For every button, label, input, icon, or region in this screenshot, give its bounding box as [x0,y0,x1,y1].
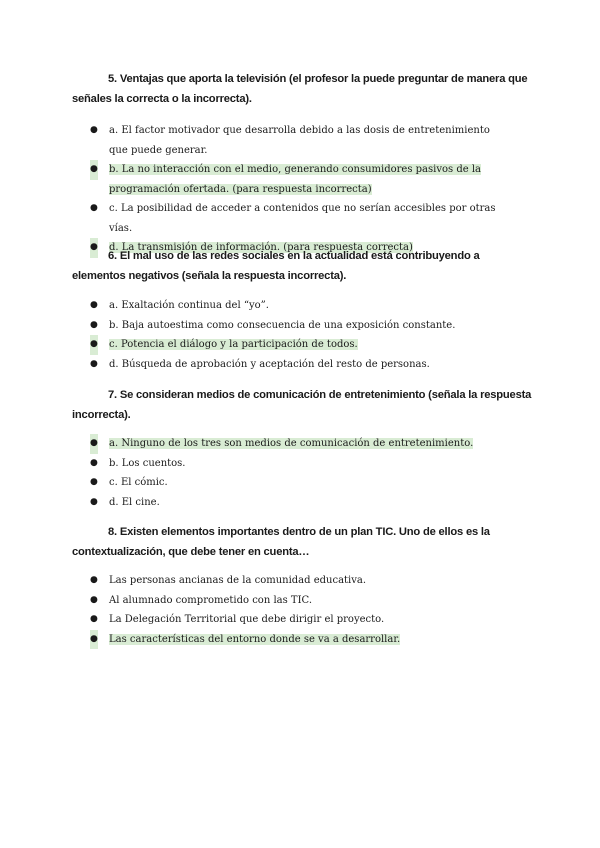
option-text: b. Los cuentos. [109,457,186,469]
question-8-options [90,571,510,649]
bullet-icon: ● [90,457,98,468]
option-item [90,493,510,513]
option-item [90,121,510,160]
option-text-highlighted: d. La transmisión de información. (para respuesta correcta) [109,242,413,253]
option-item [90,355,510,375]
option-text: a. El factor motivador que desarrolla debido a las dosis de entretenimiento que puede generar. [109,125,490,156]
option-item [90,199,510,238]
question-5-options [90,121,510,258]
option-item [90,591,510,611]
bullet-icon: ● [90,160,98,180]
bullet-icon: ● [90,496,98,507]
option-text: c. El cómic. [109,477,168,488]
option-item [90,610,510,630]
bullet-icon: ● [90,358,98,369]
option-item [90,630,510,650]
option-item [90,454,510,474]
bullet-icon: ● [90,238,98,258]
question-7-options [90,434,510,512]
question-5-title: 5. Ventajas que aporta la televisión (el profesor la puede preguntar de manera que señales la correcta o la incorrecta). [72,73,528,105]
option-text: Las personas ancianas de la comunidad educativa. [109,575,367,586]
bullet-icon: ● [90,434,98,454]
option-text-highlighted: c. Potencia el diálogo y la participación de todos. [109,339,358,350]
bullet-icon: ● [90,335,98,355]
option-text: d. Búsqueda de aprobación y aceptación del resto de personas. [109,358,430,370]
bullet-icon: ● [90,594,98,605]
option-text-highlighted: a. Ninguno de los tres son medios de comunicación de entretenimiento. [109,438,474,449]
bullet-icon: ● [90,614,98,624]
option-text: Al alumnado comprometido con las TIC. [109,594,313,606]
bullet-icon: ● [90,575,98,585]
question-7-title: 7. Se consideran medios de comunicación de entretenimiento (señala la respuesta incorrecta). [72,389,532,421]
option-text: b. Baja autoestima como consecuencia de una exposición constante. [109,319,456,331]
option-item [90,160,510,199]
question-8-title: 8. Existen elementos importantes dentro de un plan TIC. Uno de ellos es la contextualización, que debe tener en cuenta… [72,526,490,558]
bullet-icon: ● [90,319,98,330]
option-text: La Delegación Territorial que debe dirigir el proyecto. [109,614,385,625]
option-text-highlighted: b. La no interacción con el medio, generando consumidores pasivos de la programación ofertada. (para respuesta incorrecta) [109,164,481,195]
option-item [90,335,510,355]
option-text-highlighted: Las características del entorno donde se va a desarrollar. [109,633,401,645]
option-item [90,434,510,454]
bullet-icon: ● [90,630,98,650]
option-item [90,571,510,591]
bullet-icon: ● [90,125,98,135]
bullet-icon: ● [90,203,98,213]
question-6-title: 6. El mal uso de las redes sociales en la actualidad está contribuyendo a elementos negativos (señala la respuesta incorrecta). [72,250,480,282]
question-6-options [90,296,510,374]
bullet-icon: ● [90,300,98,310]
option-item [90,473,510,493]
option-item [90,316,510,336]
option-text: a. Exaltación continua del “yo”. [109,300,269,311]
option-text: d. El cine. [109,496,160,508]
option-text: c. La posibilidad de acceder a contenidos que no serían accesibles por otras vías. [109,203,496,234]
option-item [90,296,510,316]
bullet-icon: ● [90,477,98,487]
